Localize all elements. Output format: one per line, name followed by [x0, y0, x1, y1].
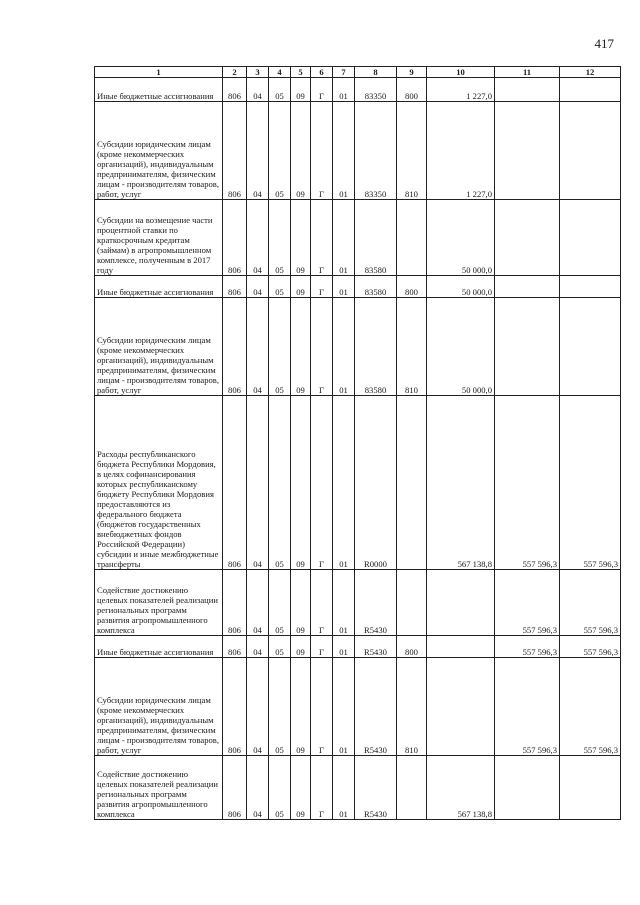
amount-2020-cell: 557 596,3 [560, 570, 621, 636]
subprogram-cell: Г [311, 658, 333, 756]
amount-2020-cell [560, 78, 621, 102]
subsection-cell: 05 [269, 298, 291, 396]
amount-2019-cell: 557 596,3 [495, 396, 560, 570]
main-event-cell: 01 [333, 756, 355, 820]
row-name-cell: Субсидии юридическим лицам (кроме некоммерческих организаций), индивидуальным предпринимателям, физическим лицам - производителям товаров, работ, услуг [95, 102, 223, 200]
expense-type-cell [397, 756, 427, 820]
header-row [95, 67, 621, 78]
code-cell: 806 [223, 200, 247, 276]
amount-2019-cell: 557 596,3 [495, 636, 560, 658]
table-row [95, 396, 621, 570]
program-cell: 09 [291, 298, 311, 396]
code-cell: 806 [223, 636, 247, 658]
table-row [95, 276, 621, 298]
direction-cell: R5430 [355, 570, 397, 636]
code-cell: 806 [223, 396, 247, 570]
table-row [95, 102, 621, 200]
amount-2018-cell: 567 138,8 [427, 396, 495, 570]
section-cell: 04 [247, 756, 269, 820]
program-cell: 09 [291, 396, 311, 570]
subprogram-cell: Г [311, 102, 333, 200]
subprogram-cell: Г [311, 78, 333, 102]
amount-2020-cell [560, 200, 621, 276]
row-name-cell: Иные бюджетные ассигнования [95, 78, 223, 102]
subprogram-cell: Г [311, 200, 333, 276]
header-cell: 2 [223, 67, 247, 78]
code-cell: 806 [223, 102, 247, 200]
main-event-cell: 01 [333, 102, 355, 200]
header-cell: 10 [427, 67, 495, 78]
program-cell: 09 [291, 658, 311, 756]
amount-2018-cell [427, 570, 495, 636]
subprogram-cell: Г [311, 298, 333, 396]
section-cell: 04 [247, 102, 269, 200]
header-cell: 6 [311, 67, 333, 78]
header-cell: 3 [247, 67, 269, 78]
direction-cell: R0000 [355, 396, 397, 570]
subprogram-cell: Г [311, 756, 333, 820]
section-cell: 04 [247, 570, 269, 636]
header-cell: 12 [560, 67, 621, 78]
section-cell: 04 [247, 298, 269, 396]
header-cell: 4 [269, 67, 291, 78]
subprogram-cell: Г [311, 276, 333, 298]
direction-cell: R5430 [355, 756, 397, 820]
amount-2019-cell [495, 200, 560, 276]
program-cell: 09 [291, 756, 311, 820]
direction-cell: R5430 [355, 658, 397, 756]
header-cell: 7 [333, 67, 355, 78]
expense-type-cell: 800 [397, 636, 427, 658]
subprogram-cell: Г [311, 636, 333, 658]
subsection-cell: 05 [269, 396, 291, 570]
row-name-cell: Субсидии юридическим лицам (кроме некоммерческих организаций), индивидуальным предпринимателям, физическим лицам - производителям товаров, работ, услуг [95, 298, 223, 396]
amount-2019-cell [495, 298, 560, 396]
row-name-cell: Содействие достижению целевых показателей реализации региональных программ развития агропромышленного комплекса [95, 570, 223, 636]
code-cell: 806 [223, 756, 247, 820]
direction-cell: R5430 [355, 636, 397, 658]
amount-2019-cell: 557 596,3 [495, 658, 560, 756]
section-cell: 04 [247, 636, 269, 658]
direction-cell: 83350 [355, 102, 397, 200]
amount-2020-cell [560, 756, 621, 820]
section-cell: 04 [247, 78, 269, 102]
expense-type-cell: 810 [397, 658, 427, 756]
header-cell: 9 [397, 67, 427, 78]
code-cell: 806 [223, 570, 247, 636]
header-cell: 11 [495, 67, 560, 78]
program-cell: 09 [291, 78, 311, 102]
amount-2018-cell [427, 636, 495, 658]
expense-type-cell: 810 [397, 102, 427, 200]
subsection-cell: 05 [269, 756, 291, 820]
row-name-cell: Содействие достижению целевых показателей реализации региональных программ развития агропромышленного комплекса [95, 756, 223, 820]
subsection-cell: 05 [269, 276, 291, 298]
amount-2018-cell: 1 227,0 [427, 102, 495, 200]
amount-2018-cell: 50 000,0 [427, 276, 495, 298]
amount-2018-cell [427, 658, 495, 756]
table-row [95, 298, 621, 396]
section-cell: 04 [247, 276, 269, 298]
main-event-cell: 01 [333, 570, 355, 636]
subsection-cell: 05 [269, 102, 291, 200]
header-cell: 8 [355, 67, 397, 78]
section-cell: 04 [247, 200, 269, 276]
header-cell: 1 [95, 67, 223, 78]
code-cell: 806 [223, 276, 247, 298]
program-cell: 09 [291, 102, 311, 200]
budget-table [94, 66, 621, 820]
amount-2018-cell: 567 138,8 [427, 756, 495, 820]
table-row [95, 636, 621, 658]
direction-cell: 83350 [355, 78, 397, 102]
amount-2020-cell [560, 276, 621, 298]
amount-2020-cell: 557 596,3 [560, 658, 621, 756]
expense-type-cell [397, 570, 427, 636]
direction-cell: 83580 [355, 298, 397, 396]
program-cell: 09 [291, 200, 311, 276]
code-cell: 806 [223, 298, 247, 396]
section-cell: 04 [247, 396, 269, 570]
main-event-cell: 01 [333, 396, 355, 570]
program-cell: 09 [291, 570, 311, 636]
expense-type-cell: 810 [397, 298, 427, 396]
row-name-cell: Иные бюджетные ассигнования [95, 276, 223, 298]
row-name-cell: Субсидии юридическим лицам (кроме некоммерческих организаций), индивидуальным предпринимателям, физическим лицам - производителям товаров, работ, услуг [95, 658, 223, 756]
page-number: 417 [594, 36, 614, 51]
subprogram-cell: Г [311, 396, 333, 570]
expense-type-cell [397, 200, 427, 276]
amount-2020-cell [560, 298, 621, 396]
subsection-cell: 05 [269, 200, 291, 276]
program-cell: 09 [291, 276, 311, 298]
amount-2020-cell [560, 102, 621, 200]
subsection-cell: 05 [269, 570, 291, 636]
table-row [95, 570, 621, 636]
main-event-cell: 01 [333, 78, 355, 102]
table-body [95, 67, 621, 820]
expense-type-cell: 800 [397, 78, 427, 102]
direction-cell: 83580 [355, 276, 397, 298]
section-cell: 04 [247, 658, 269, 756]
main-event-cell: 01 [333, 658, 355, 756]
table-row [95, 658, 621, 756]
main-event-cell: 01 [333, 298, 355, 396]
row-name-cell: Расходы республиканского бюджета Республики Мордовия, в целях софинансирования которых республиканскому бюджету Республики Мордовия предоставляются из федерального бюджета (бюджетов государственных внебюджетных фондов Российской Федерации) субсидии и иные межбюджетные трансферты [95, 396, 223, 570]
amount-2020-cell: 557 596,3 [560, 636, 621, 658]
amount-2018-cell: 50 000,0 [427, 298, 495, 396]
main-event-cell: 01 [333, 200, 355, 276]
subsection-cell: 05 [269, 636, 291, 658]
amount-2019-cell [495, 276, 560, 298]
amount-2020-cell: 557 596,3 [560, 396, 621, 570]
subsection-cell: 05 [269, 78, 291, 102]
amount-2018-cell: 1 227,0 [427, 78, 495, 102]
code-cell: 806 [223, 658, 247, 756]
row-name-cell: Субсидии на возмещение части процентной ставки по краткосрочным кредитам (займам) в агропромышленном комплексе, полученным в 2017 году [95, 200, 223, 276]
amount-2019-cell [495, 102, 560, 200]
subprogram-cell: Г [311, 570, 333, 636]
row-name-cell: Иные бюджетные ассигнования [95, 636, 223, 658]
expense-type-cell: 800 [397, 276, 427, 298]
subsection-cell: 05 [269, 658, 291, 756]
header-cell: 5 [291, 67, 311, 78]
amount-2019-cell [495, 78, 560, 102]
main-event-cell: 01 [333, 636, 355, 658]
direction-cell: 83580 [355, 200, 397, 276]
amount-2018-cell: 50 000,0 [427, 200, 495, 276]
amount-2019-cell: 557 596,3 [495, 570, 560, 636]
table-row [95, 756, 621, 820]
program-cell: 09 [291, 636, 311, 658]
table-row [95, 78, 621, 102]
expense-type-cell [397, 396, 427, 570]
amount-2019-cell [495, 756, 560, 820]
main-event-cell: 01 [333, 276, 355, 298]
code-cell: 806 [223, 78, 247, 102]
table-row [95, 200, 621, 276]
